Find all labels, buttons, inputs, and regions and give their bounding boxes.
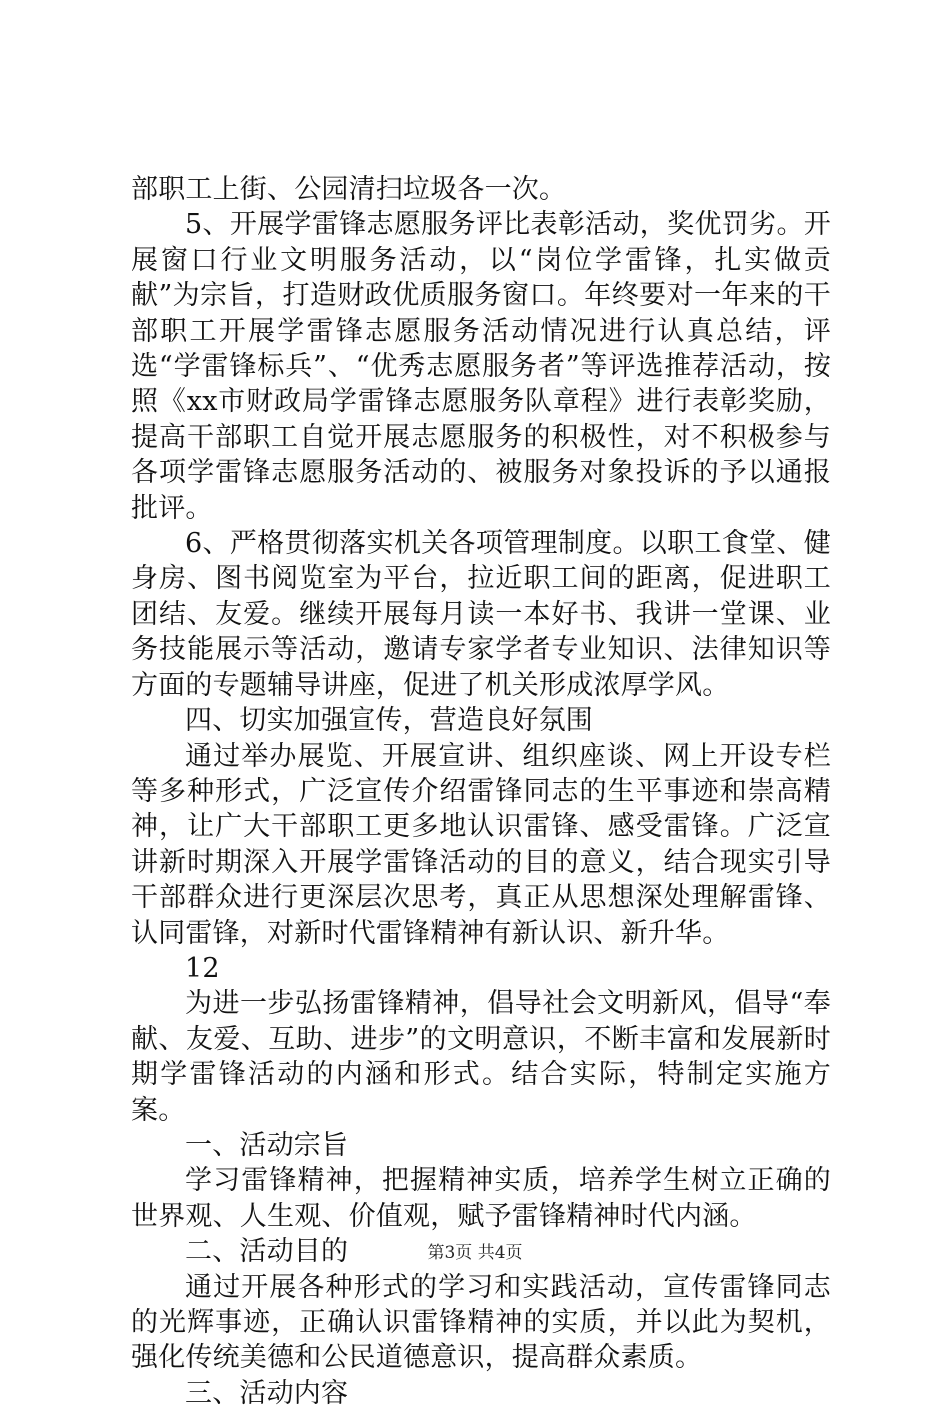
paragraph-item-5: 5、开展学雷锋志愿服务评比表彰活动，奖优罚劣。开展窗口行业文明服务活动，以“岗位学雷锋，扎实做贡献”为宗旨，打造财政优质服务窗口。年终要对一年来的干部职工开展学雷锋志愿服务活动情况进行认真总结，评选“学雷锋标兵”、“优秀志愿服务者”等评选推荐活动，按照《xx市财政局学雷锋志愿服务队章程》进行表彰奖励，提高干部职工自觉开展志愿服务的积极性，对不积极参与各项学雷锋志愿服务活动的、被服务对象投诉的予以通报批评。 xyxy=(131,209,831,524)
section-heading-3: 三、活动内容 xyxy=(185,1377,349,1409)
paragraph-intro: 为进一步弘扬雷锋精神，倡导社会文明新风，倡导“奉献、友爱、互助、进步”的文明意识，不断丰富和发展新时期学雷锋活动的内涵和形式。结合实际，特制定实施方案。 xyxy=(131,988,831,1126)
paragraph-publicity: 通过举办展览、开展宣讲、组织座谈、网上开设专栏等多种形式，广泛宣传介绍雷锋同志的生平事迹和崇高精神，让广大干部职工更多地认识雷锋、感受雷锋。广泛宣讲新时期深入开展学雷锋活动的目的意义，结合现实引导干部群众进行更深层次思考，真正从思想深处理解雷锋、认同雷锋，对新时代雷锋精神有新认识、新升华。 xyxy=(131,740,831,949)
section-heading-2: 二、活动目的 xyxy=(185,1236,349,1268)
paragraph-goal: 通过开展各种形式的学习和实践活动，宣传雷锋同志的光辉事迹，正确认识雷锋精神的实质，并以此为契机，强化传统美德和公民道德意识，提高群众素质。 xyxy=(131,1271,831,1374)
document-body xyxy=(131,172,831,1411)
section-heading-4: 四、切实加强宣传，营造良好氛围 xyxy=(185,705,593,737)
page-footer: 第3页 共4页 xyxy=(427,1243,523,1263)
paragraph-item-6: 6、严格贯彻落实机关各项管理制度。以职工食堂、健身房、图书阅览室为平台，拉近职工间的距离，促进职工团结、友爱。继续开展每月读一本好书、我讲一堂课、业务技能展示等活动，邀请专家学者专业知识、法律知识等方面的专题辅导讲座，促进了机关形成浓厚学风。 xyxy=(131,528,831,701)
paragraph-purpose: 学习雷锋精神，把握精神实质，培养学生树立正确的世界观、人生观、价值观，赋予雷锋精神时代内涵。 xyxy=(131,1165,831,1232)
section-number: 12 xyxy=(185,952,220,984)
paragraph-continuation: 部职工上街、公园清扫垃圾各一次。 xyxy=(131,174,567,205)
section-heading-1: 一、活动宗旨 xyxy=(185,1129,349,1161)
